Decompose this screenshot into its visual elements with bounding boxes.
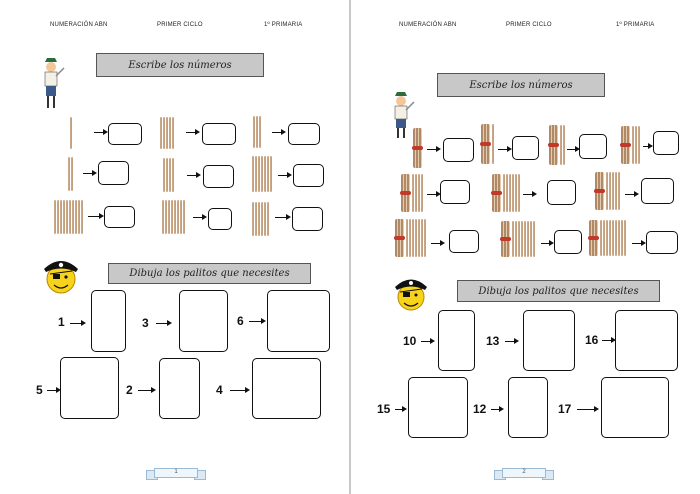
section-title-write-numbers: Escribe los números xyxy=(96,53,264,77)
arrow-icon xyxy=(230,387,250,393)
ten-bundle xyxy=(401,174,410,212)
target-number: 5 xyxy=(36,383,43,397)
arrow-icon xyxy=(602,337,616,343)
stick-group xyxy=(70,117,72,149)
pirate-emoji-icon xyxy=(391,274,431,314)
target-number: 4 xyxy=(216,383,223,397)
drawing-box[interactable] xyxy=(408,377,468,438)
stick-group xyxy=(68,157,73,191)
header-center: PRIMER CICLO xyxy=(157,22,203,28)
arrow-icon xyxy=(156,320,172,326)
header-right: 1º PRIMARIA xyxy=(616,22,655,28)
stick-group xyxy=(253,116,261,148)
arrow-icon xyxy=(541,240,554,246)
ten-bundle xyxy=(501,221,510,257)
header-center: PRIMER CICLO xyxy=(506,22,552,28)
stick-group xyxy=(406,219,426,257)
answer-box[interactable] xyxy=(293,164,324,187)
arrow-icon xyxy=(186,129,200,135)
stick-group xyxy=(503,174,520,212)
target-number: 16 xyxy=(585,333,599,347)
section-title-draw-sticks: Dibuja los palitos que necesites xyxy=(108,263,311,284)
answer-box[interactable] xyxy=(104,206,135,228)
arrow-icon xyxy=(523,191,537,197)
stick-group xyxy=(606,172,620,210)
stick-group xyxy=(54,200,83,234)
ten-bundle xyxy=(492,174,501,212)
arrow-icon xyxy=(577,406,599,412)
answer-box[interactable] xyxy=(440,180,470,204)
arrow-icon xyxy=(88,213,104,219)
arrow-icon xyxy=(632,240,646,246)
answer-box[interactable] xyxy=(512,136,539,160)
arrow-icon xyxy=(138,387,156,393)
section-title-write-numbers: Escribe los números xyxy=(437,73,605,97)
pirate-boy-icon xyxy=(387,90,415,140)
arrow-icon xyxy=(395,406,407,412)
drawing-box[interactable] xyxy=(159,358,200,419)
section-title-draw-sticks: Dibuja los palitos que necesites xyxy=(457,280,660,302)
answer-box[interactable] xyxy=(646,231,678,254)
target-number: 3 xyxy=(142,316,149,330)
target-number: 10 xyxy=(403,334,417,348)
header-right: 1º PRIMARIA xyxy=(264,22,303,28)
header-left: NUMERACIÓN ABN xyxy=(50,22,108,28)
worksheet-page-1 xyxy=(0,0,349,494)
answer-box[interactable] xyxy=(288,123,320,145)
ten-bundle xyxy=(589,220,598,256)
arrow-icon xyxy=(187,172,201,178)
arrow-icon xyxy=(427,191,441,197)
page-number: 2 xyxy=(522,469,526,475)
page-number-ribbon xyxy=(146,466,206,480)
answer-box[interactable] xyxy=(208,208,232,230)
answer-box[interactable] xyxy=(579,134,607,159)
arrow-icon xyxy=(498,146,512,152)
header-left: NUMERACIÓN ABN xyxy=(399,22,457,28)
answer-box[interactable] xyxy=(641,178,674,204)
ten-bundle xyxy=(413,128,422,168)
ten-bundle xyxy=(395,219,404,257)
arrow-icon xyxy=(193,214,207,220)
answer-box[interactable] xyxy=(449,230,479,253)
arrow-icon xyxy=(272,129,286,135)
arrow-icon xyxy=(83,170,97,176)
drawing-box[interactable] xyxy=(179,290,228,352)
arrow-icon xyxy=(431,240,445,246)
drawing-box[interactable] xyxy=(252,358,321,419)
answer-box[interactable] xyxy=(547,180,576,205)
stick-group xyxy=(160,117,174,149)
page-number-ribbon xyxy=(494,466,554,480)
answer-box[interactable] xyxy=(443,138,474,162)
drawing-box[interactable] xyxy=(523,310,575,371)
drawing-box[interactable] xyxy=(508,377,548,438)
target-number: 17 xyxy=(558,402,572,416)
pirate-emoji-icon xyxy=(40,255,82,297)
arrow-icon xyxy=(275,214,291,220)
ten-bundle xyxy=(595,172,604,210)
target-number: 13 xyxy=(486,334,500,348)
target-number: 15 xyxy=(377,402,391,416)
ten-bundle xyxy=(549,125,558,165)
arrow-icon xyxy=(427,146,441,152)
arrow-icon xyxy=(47,387,61,393)
drawing-box[interactable] xyxy=(601,377,669,438)
target-number: 1 xyxy=(58,315,65,329)
drawing-box[interactable] xyxy=(60,357,119,419)
stick-group xyxy=(512,221,535,257)
ten-bundle xyxy=(481,124,490,164)
answer-box[interactable] xyxy=(202,123,236,145)
pirate-boy-icon xyxy=(36,56,66,112)
stick-group xyxy=(412,174,423,212)
arrow-icon xyxy=(94,129,108,135)
answer-box[interactable] xyxy=(653,131,679,155)
target-number: 12 xyxy=(473,402,487,416)
drawing-box[interactable] xyxy=(615,310,678,371)
arrow-icon xyxy=(249,318,266,324)
stick-group xyxy=(162,200,185,234)
stick-group xyxy=(560,125,565,165)
drawing-box[interactable] xyxy=(91,290,126,352)
answer-box[interactable] xyxy=(98,161,129,185)
stick-group xyxy=(632,126,640,164)
arrow-icon xyxy=(421,338,435,344)
worksheet-page-2 xyxy=(351,0,700,494)
stick-group xyxy=(600,220,626,256)
drawing-box[interactable] xyxy=(267,290,330,352)
answer-box[interactable] xyxy=(203,165,234,188)
stick-group xyxy=(492,124,494,164)
ten-bundle xyxy=(621,126,630,164)
arrow-icon xyxy=(625,191,639,197)
arrow-icon xyxy=(643,143,653,149)
arrow-icon xyxy=(491,406,504,412)
answer-box[interactable] xyxy=(554,230,582,254)
target-number: 6 xyxy=(237,314,244,328)
stick-group xyxy=(163,158,174,192)
target-number: 2 xyxy=(126,383,133,397)
arrow-icon xyxy=(70,320,86,326)
arrow-icon xyxy=(505,338,519,344)
arrow-icon xyxy=(278,172,292,178)
drawing-box[interactable] xyxy=(438,310,475,371)
page-number: 1 xyxy=(174,469,178,475)
stick-group xyxy=(252,202,269,236)
answer-box[interactable] xyxy=(108,123,142,145)
stick-group xyxy=(252,156,272,192)
answer-box[interactable] xyxy=(292,207,323,231)
